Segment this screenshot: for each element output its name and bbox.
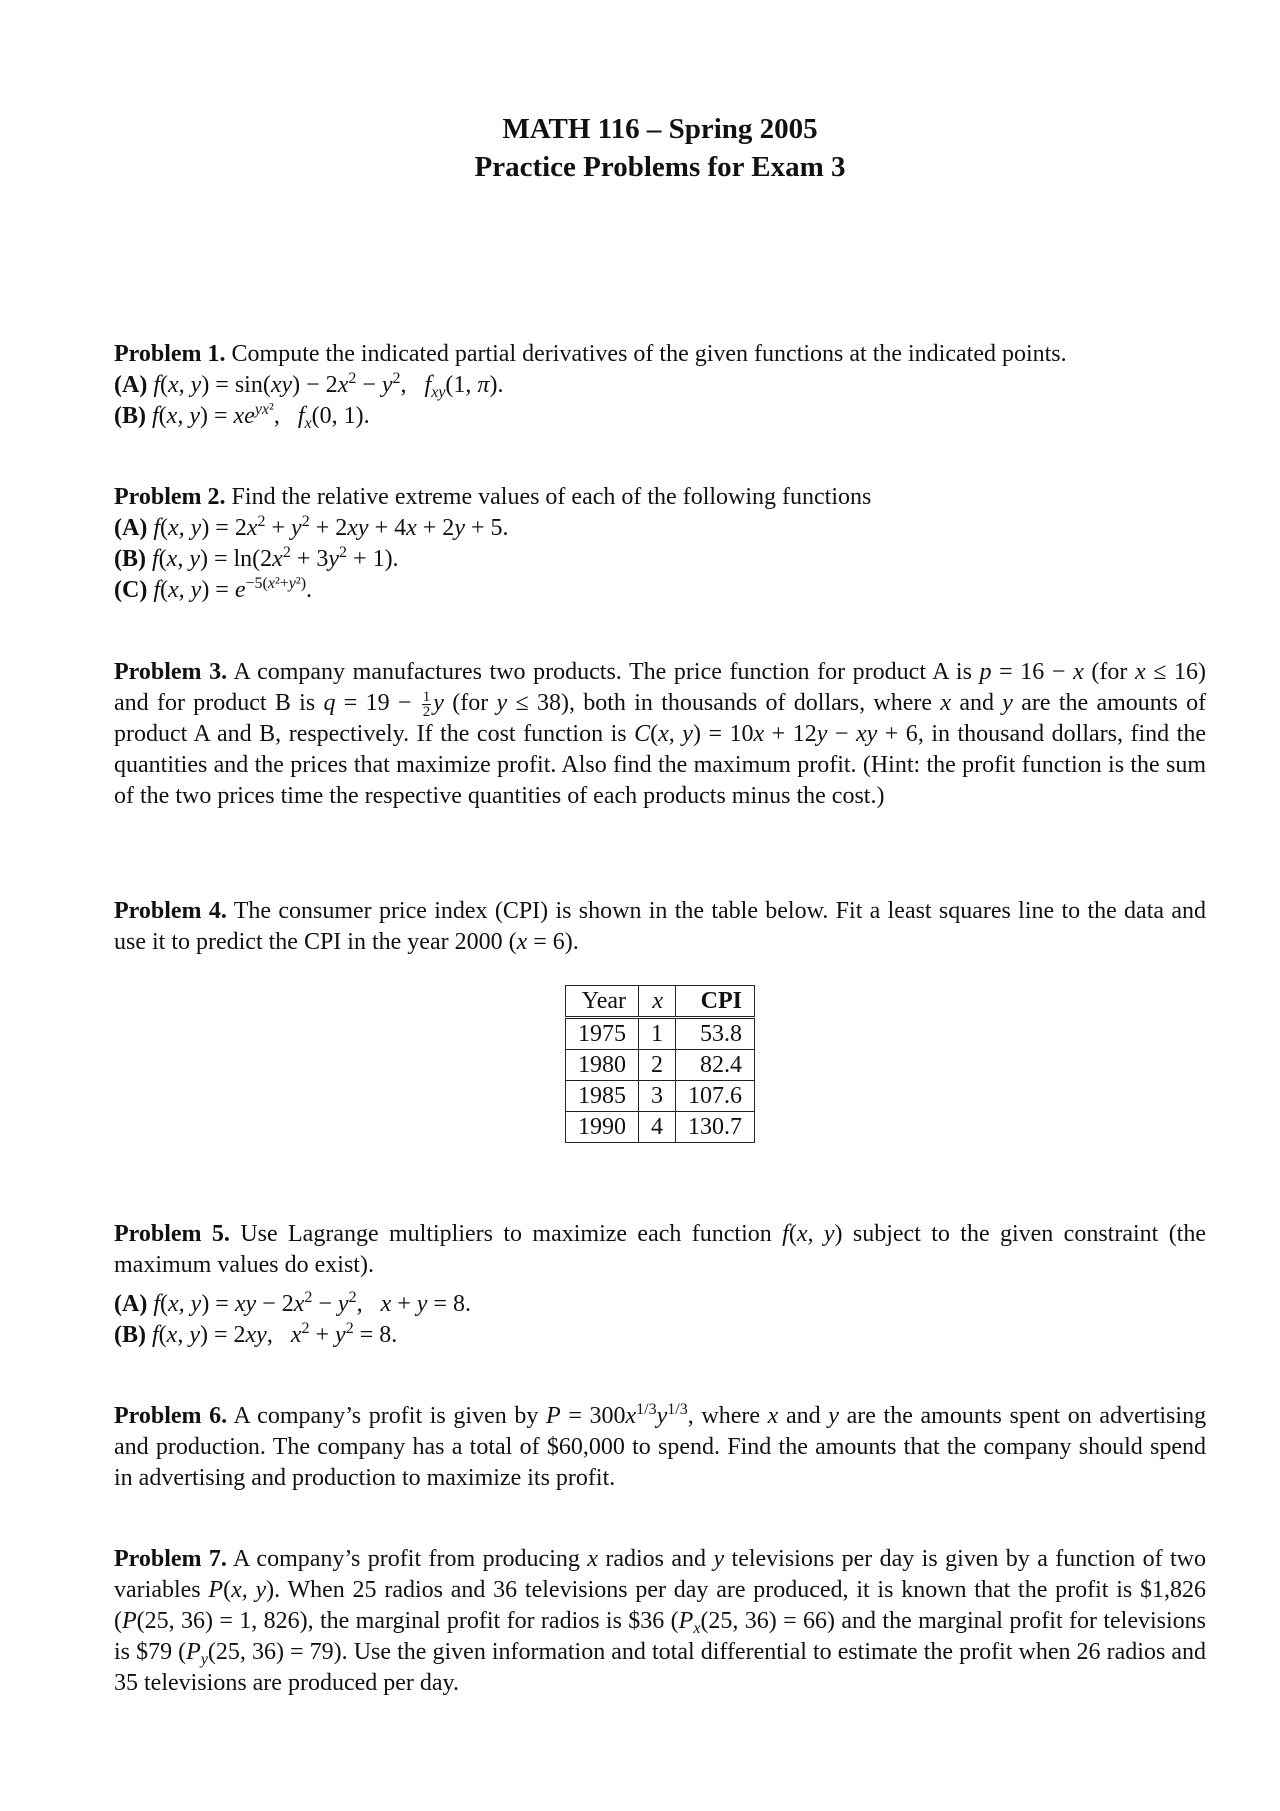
table-header-row bbox=[566, 986, 755, 1018]
problem-5-part-b: (B) f(x, y) = 2xy, $x^2 + y^2 = 8$. bbox=[114, 1320, 398, 1348]
problem-1 bbox=[114, 339, 1206, 432]
problem-6: Problem 6. A company’s profit is given by $P = 300x^{1/3}y^{1/3}$, where x and y are the amounts spent on advertising and production. The company has a total of $60,000 to spend. Find the amounts that the company should spend in advertising and production to maximize its profit. bbox=[114, 1401, 1207, 1491]
problem-3-label: Problem 3. bbox=[114, 659, 228, 685]
problem-4: Problem 4. The consumer price index (CPI) is shown in the table below. Fit a least squares line to the data and use it to predict the CPI in the year 2000 (x = 6). bbox=[114, 898, 1206, 955]
table-header-x: x bbox=[639, 986, 676, 1018]
problem-6-label: Problem 6. bbox=[114, 1403, 228, 1429]
problem-2-statement bbox=[114, 482, 1206, 513]
table-header-cpi: CPI bbox=[676, 986, 755, 1018]
problem-2-label: Problem 2. bbox=[114, 484, 226, 510]
problem-5-part-a: (A) f(x, y) = xy − $2x^2 - y^2$, x + y = 8. bbox=[114, 1289, 471, 1317]
cpi-table-wrapper bbox=[114, 985, 1206, 1143]
problem-3: Problem 3. A company manufactures two products. The price function for product A is p = 16 − x (for x ≤ 16) and for product B is q = 19 − $\frac{1}{2}$ y (for y ≤ 38), both in thousands of dollars, where x and y are the amounts of product A and B, respectively. If the cost function is C(x, y) = 10x + 12y − xy + 6, in thousand dollars, find the quantities and the prices that maximize profit. Also find the maximum profit. (Hint: the profit function is the sum of the two prices time the respective quantities of each products minus the cost.) bbox=[114, 659, 1207, 809]
problem-2 bbox=[114, 482, 1206, 606]
cpi-table bbox=[565, 985, 755, 1143]
table-row: 1980 2 82.4 bbox=[566, 1050, 755, 1081]
problem-2-part-c: (C) f(x, $y) = e^{-5(x^2+y^2)}$. bbox=[114, 575, 313, 603]
problem-5 bbox=[114, 1219, 1206, 1351]
problem-1-part-b: (B) f(x, $y) = xe^{yx^2}$, $f_x(0$, 1). bbox=[114, 401, 370, 432]
problem-1-part-a: (A) f(x, $y) = \sin(xy) - 2x^2 - y^2$, $f_{xy}(1$, π). bbox=[114, 370, 504, 401]
problem-1-text: Compute the indicated partial derivatives of the given functions at the indicated points. bbox=[231, 341, 1067, 367]
problem-4-label: Problem 4. bbox=[114, 898, 227, 924]
title-course: MATH 116 – Spring 2005 bbox=[502, 113, 818, 145]
problem-2-text: Find the relative extreme values of each of the following functions bbox=[231, 484, 872, 510]
table-row: 1985 3 107.6 bbox=[566, 1081, 755, 1112]
problem-2-part-a: (A) f(x, $y) = 2x^2 + y^2 + 2xy + 4x + 2y + 5$. bbox=[114, 513, 509, 541]
problem-5-statement: Problem 5. Use Lagrange multipliers to maximize each function f(x, y) subject to the given constraint (the maximum values do exist). bbox=[114, 1221, 1207, 1278]
table-header-year: Year bbox=[566, 986, 639, 1018]
document-title bbox=[114, 110, 1206, 186]
problem-7: Problem 7. A company’s profit from producing x radios and y televisions per day is given by a function of two variables P(x, y). When 25 radios and 36 televisions per day are produced, it is known that the profit is $1,826 (P(25, 36) = 1, 826), the marginal profit for radios is $36 ($P_x(25$, 36) = 66) and the marginal profit for televisions is $79 ($P_y(25$, 36) = 79). Use the given information and total differential to estimate the profit when 26 radios and 35 televisions are produced per day. bbox=[114, 1546, 1207, 1696]
problem-2-part-b: (B) f(x, $y) = \ln(2x^2 + 3y^2 + 1)$. bbox=[114, 544, 399, 572]
problem-1-label: Problem 1. bbox=[114, 341, 226, 367]
table-row: 1990 4 130.7 bbox=[566, 1112, 755, 1143]
problem-5-label: Problem 5. bbox=[114, 1221, 230, 1247]
exam-page bbox=[114, 110, 1207, 1696]
problem-7-label: Problem 7. bbox=[114, 1546, 227, 1572]
title-subtitle: Practice Problems for Exam 3 bbox=[474, 151, 846, 183]
problem-1-statement bbox=[114, 339, 1206, 370]
table-row: 1975 1 53.8 bbox=[566, 1018, 755, 1050]
